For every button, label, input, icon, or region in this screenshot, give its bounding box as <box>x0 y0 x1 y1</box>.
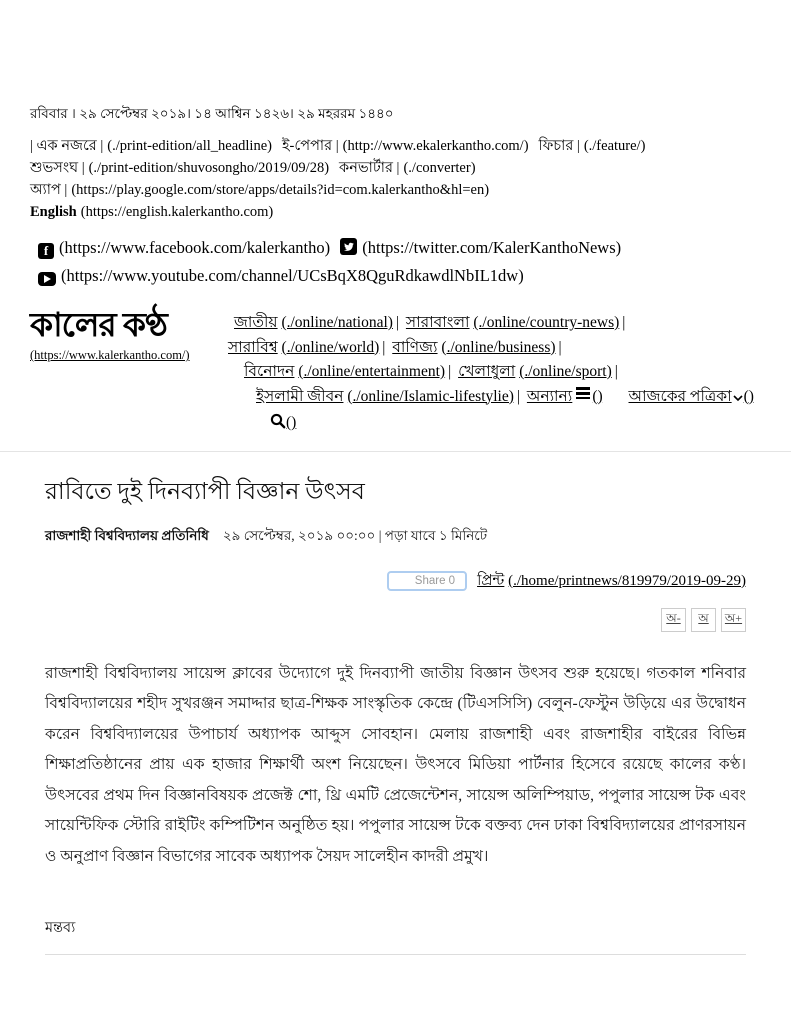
youtube-icon[interactable] <box>38 272 56 286</box>
print-url: (./home/printnews/819979/2019-09-29) <box>508 572 746 589</box>
nav-item-sport-url: (./online/sport) <box>519 363 612 380</box>
nav-separator: | <box>614 363 618 380</box>
nav-item-others[interactable]: অন্যান্য <box>526 387 573 405</box>
facebook-url[interactable]: (https://www.facebook.com/kalerkantho) <box>59 238 331 257</box>
nav-separator: | <box>448 363 452 380</box>
print-link[interactable] <box>477 569 746 594</box>
share-row <box>45 569 746 594</box>
nav-item-country-news-url: (./online/country-news) <box>473 314 620 331</box>
share-button[interactable]: Share 0 <box>387 571 467 591</box>
nav-item-business-url: (./online/business) <box>441 338 556 356</box>
nav-separator: | <box>558 338 562 356</box>
link-shuvosongho-url: (./print-edition/shuvosongho/2019/09/28) <box>88 160 330 176</box>
masthead <box>30 305 761 438</box>
nav-item-islamic-lifestyle[interactable]: ইসলামী জীবন <box>256 387 344 405</box>
font-size-controls <box>45 608 746 632</box>
social-line <box>38 263 761 289</box>
link-app[interactable]: অ্যাপ | <box>30 182 68 198</box>
comments-divider <box>45 954 746 955</box>
nav-separator: | <box>395 314 400 331</box>
nav-separator: | <box>516 387 521 405</box>
nav-item-world[interactable]: সারাবিশ্ব <box>228 338 278 356</box>
social-links <box>38 235 761 289</box>
link-one-glance-url: (./print-edition/all_headline) <box>107 138 272 154</box>
brand <box>30 305 218 438</box>
nav-item-business[interactable]: বাণিজ্য <box>392 338 438 356</box>
link-converter-url: (./converter) <box>403 160 476 176</box>
nav-item-todays-paper[interactable]: আজকের পত্রিকা <box>628 387 732 405</box>
top-links-line <box>30 179 680 201</box>
top-links-line <box>30 201 680 223</box>
nav-item-entertainment-url: (./online/entertainment) <box>298 363 446 380</box>
nav-item-national-url: (./online/national) <box>281 314 393 331</box>
print-label[interactable]: প্রিন্ট <box>477 572 505 589</box>
font-decrease-button[interactable]: অ- <box>661 608 686 632</box>
kalerkantho-logo[interactable]: কালের কণ্ঠ <box>30 308 167 344</box>
youtube-url[interactable]: (https://www.youtube.com/channel/UCsBqX8QguRdkawdlNbIL1dw) <box>61 266 524 285</box>
search-icon <box>270 413 286 438</box>
nav-separator: | <box>382 338 386 356</box>
nav-line <box>244 360 761 385</box>
search-button[interactable] <box>270 414 296 431</box>
social-line <box>38 235 761 263</box>
hamburger-icon[interactable] <box>576 385 590 401</box>
nav-line <box>234 311 761 336</box>
link-english-url: (https://english.kalerkantho.com) <box>80 204 274 220</box>
font-increase-button[interactable]: অ+ <box>721 608 746 632</box>
byline-author: রাজশাহী বিশ্ববিদ্যালয় প্রতিনিধি <box>45 527 209 543</box>
nav-item-entertainment[interactable]: বিনোদন <box>244 363 295 380</box>
main-nav <box>218 305 761 438</box>
byline-meta: ২৯ সেপ্টেম্বর, ২০১৯ ০০:০০ | পড়া যাবে ১ মিনিটে <box>222 527 488 543</box>
nav-item-islamic-lifestyle-url: (./online/Islamic-lifestylie) <box>347 387 514 405</box>
twitter-icon[interactable] <box>340 237 357 263</box>
article-title: রাবিতে দুই দিনব্যাপী বিজ্ঞান উৎসব <box>45 478 365 505</box>
nav-line <box>228 336 761 361</box>
nav-item-country-news[interactable]: সারাবাংলা <box>405 314 470 331</box>
link-app-url: (https://play.google.com/store/apps/details?id=com.kalerkantho&hl=en) <box>71 182 490 198</box>
link-epaper-url: (http://www.ekalerkantho.com/) <box>342 138 529 154</box>
logo-url[interactable]: (https://www.kalerkantho.com/) <box>30 348 190 362</box>
date-line: রবিবার । ২৯ সেপ্টেম্বর ২০১৯। ১৪ আশ্বিন ১৪২৬। ২৯ মহররম ১৪৪০ <box>30 106 394 121</box>
chevron-down-icon[interactable] <box>732 387 744 412</box>
link-one-glance[interactable]: | এক নজরে | <box>30 138 104 154</box>
article <box>0 473 791 956</box>
nav-separator: | <box>622 314 626 331</box>
link-feature[interactable]: ফিচার | <box>538 138 580 154</box>
link-epaper[interactable]: ই-পেপার | <box>281 138 339 154</box>
byline <box>45 525 746 548</box>
nav-item-others-url: () <box>592 387 603 405</box>
comments-heading: মন্তব্য <box>45 920 76 936</box>
link-converter[interactable]: কনভার্টার | <box>339 160 400 176</box>
article-body: রাজশাহী বিশ্ববিদ্যালয় সায়েন্স ক্লাবের উদ্যোগে দুই দিনব্যাপী জাতীয় বিজ্ঞান উৎসব শুরু হয়েছে। গতকাল শনিবার বিশ্ববিদ্যালয়ের শহীদ সুখরঞ্জন সমাদ্দার ছাত্র-শিক্ষক সাংস্কৃতিক কেন্দ্রে (টিএসসিসি) বেলুন-ফেস্টুন উড়িয়ে এর উদ্বোধন করেন বিশ্ববিদ্যালয়ের উপাচার্য অধ্যাপক আব্দুস সোবহান। মেলায় রাজশাহী এবং রাজশাহীর বাইরের বিভিন্ন শিক্ষাপ্রতিষ্ঠানের প্রায় এক হাজার শিক্ষার্থী অংশ নিয়েছেন। উৎসবে মিডিয়া পার্টনার হিসেবে রয়েছে কালের কণ্ঠ। উৎসবের প্রথম দিন বিজ্ঞানবিষয়ক প্রজেক্ট শো, থ্রি এমটি প্রেজেন্টেশন, সায়েন্স অলিম্পিয়াড, পপুলার সায়েন্স টক এবং সায়েন্টিফিক স্টোরি রাইটিং কম্পিটিশন অনুষ্ঠিত হয়। পপুলার সায়েন্স টকে বক্তব্য দেন ঢাকা বিশ্ববিদ্যালয়ের প্রাণরসায়ন ও অনুপ্রাণ বিজ্ঞান বিভাগের সাবেক অধ্যাপক সৈয়দ সালেহীন কাদরী প্রমুখ। <box>45 664 746 865</box>
font-reset-button[interactable]: অ <box>691 608 716 632</box>
header-divider <box>0 451 791 452</box>
nav-item-world-url: (./online/world) <box>281 338 380 356</box>
facebook-icon[interactable]: f <box>38 243 54 259</box>
top-links-line <box>30 135 680 157</box>
nav-line <box>256 385 761 438</box>
link-shuvosongho[interactable]: শুভসংঘ | <box>30 160 85 176</box>
nav-item-sport[interactable]: খেলাধুলা <box>458 363 516 380</box>
twitter-url[interactable]: (https://twitter.com/KalerKanthoNews) <box>362 238 622 257</box>
nav-item-national[interactable]: জাতীয় <box>234 314 278 331</box>
link-english[interactable]: English <box>30 204 77 220</box>
nav-item-todays-paper-url: () <box>743 387 754 405</box>
top-links-line <box>30 157 680 179</box>
search-url: () <box>286 414 297 431</box>
top-links <box>30 135 680 223</box>
link-feature-url: (./feature/) <box>583 138 646 154</box>
